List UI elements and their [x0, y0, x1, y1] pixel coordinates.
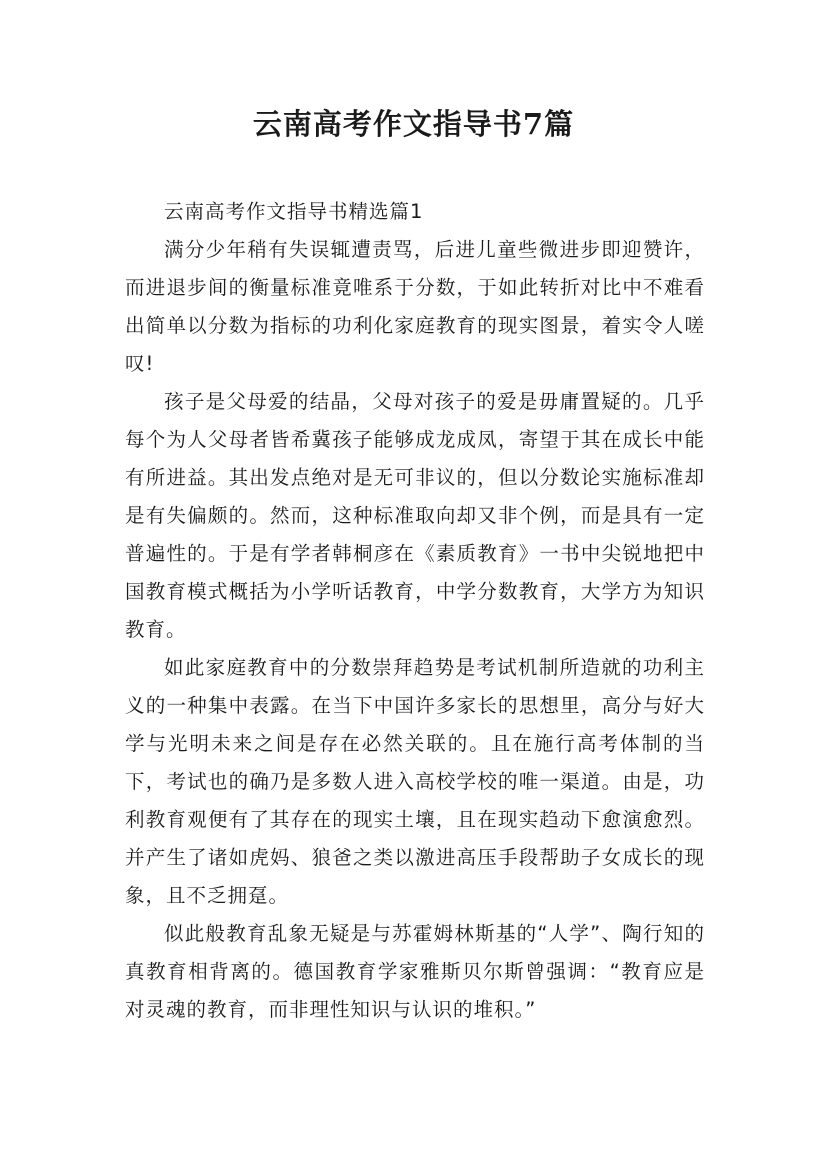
section-heading: 云南高考作文指导书精选篇1 — [164, 200, 424, 223]
paragraph: 如此家庭教育中的分数崇拜趋势是考试机制所造就的功利主义的一种集中表露。在当下中国许多家长的思想里，高分与好大学与光明未来之间是存在必然关联的。且在施行高考体制的当下，考试也的确乃是多数人进入高校学校的唯一渠道。由是，功利教育观便有了其存在的现实土壤，且在现实趋动下愈演愈烈。并产生了诸如虎妈、狼爸之类以激进高压手段帮助子女成长的现象，且不乏拥趸。 — [125, 656, 705, 907]
document-body — [125, 193, 705, 1029]
paragraph: 似此般教育乱象无疑是与苏霍姆林斯基的“人学”、陶行知的真教育相背离的。德国教育学家雅斯贝尔斯曾强调：“教育应是对灵魂的教育，而非理性知识与认识的堆积。” — [125, 922, 705, 1021]
paragraph: 孩子是父母爱的结晶，父母对孩子的爱是毋庸置疑的。几乎每个为人父母者皆希冀孩子能够成龙成凤，寄望于其在成长中能有所进益。其出发点绝对是无可非议的，但以分数论实施标准却是有失偏颇的。然而，这种标准取向却又非个例，而是具有一定普遍性的。于是有学者韩桐彦在《素质教育》一书中尖锐地把中国教育模式概括为小学听话教育，中学分数教育，大学方为知识教育。 — [125, 390, 705, 641]
paragraph: 满分少年稍有失误辄遭责骂，后进儿童些微进步即迎赞许，而进退步间的衡量标准竟唯系于分数，于如此转折对比中不难看出简单以分数为指标的功利化家庭教育的现实图景，着实令人嗟叹! — [125, 238, 705, 375]
document-title: 云南高考作文指导书7篇 — [252, 107, 575, 141]
